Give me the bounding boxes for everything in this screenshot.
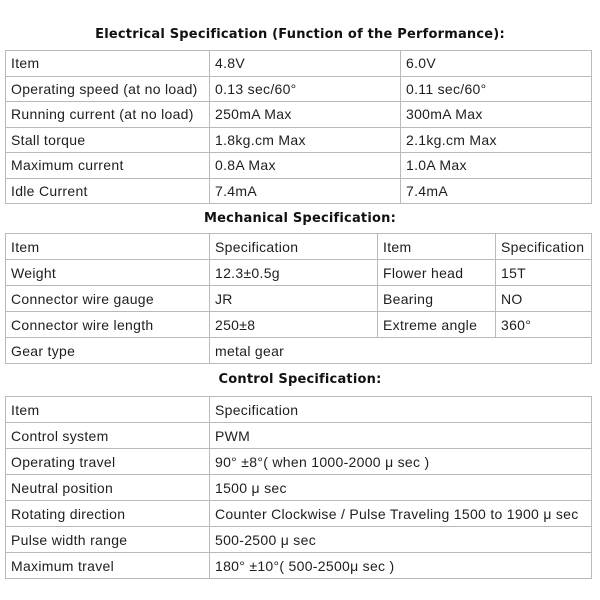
value-4-8v: 250mA Max [210,102,401,128]
row-label: Operating travel [6,449,210,475]
row-value: metal gear [210,338,592,364]
table-row [6,76,592,102]
row-label-2: Bearing [378,286,496,312]
value-4-8v: 7.4mA [210,178,401,204]
control-spec-table [5,396,592,579]
row-value: 90° ±8°( when 1000-2000 μ sec ) [210,449,592,475]
table-row [6,449,592,475]
table-row [6,260,592,286]
table-row [6,423,592,449]
table-row [6,51,592,77]
row-label: Gear type [6,338,210,364]
table-row [6,553,592,579]
row-label: Connector wire length [6,312,210,338]
mechanical-spec-title: Mechanical Specification: [204,211,396,226]
row-label-2: Flower head [378,260,496,286]
row-label: Control system [6,423,210,449]
value-6-0v: 300mA Max [401,102,592,128]
row-value: PWM [210,423,592,449]
row-value: 1500 μ sec [210,475,592,501]
table-row [6,475,592,501]
row-label-2: Extreme angle [378,312,496,338]
table-row [6,312,592,338]
electrical-spec-title: Electrical Specification (Function of the Performance): [95,27,505,42]
row-label: Item [6,397,210,423]
row-label: Rotating direction [6,501,210,527]
value-4-8v: 1.8kg.cm Max [210,127,401,153]
row-value: 250±8 [210,312,378,338]
row-label: Connector wire gauge [6,286,210,312]
row-value-2: 360° [496,312,592,338]
control-spec-title: Control Specification: [218,372,382,387]
row-label: Maximum travel [6,553,210,579]
table-row [6,286,592,312]
value-6-0v: 0.11 sec/60° [401,76,592,102]
table-row [6,527,592,553]
row-label: Weight [6,260,210,286]
row-value: Specification [210,397,592,423]
row-value: 500-2500 μ sec [210,527,592,553]
row-label: Pulse width range [6,527,210,553]
row-value: Specification [210,234,378,260]
value-6-0v: 7.4mA [401,178,592,204]
value-4-8v: 0.8A Max [210,153,401,179]
row-value: Counter Clockwise / Pulse Traveling 1500 to 1900 μ sec [210,501,592,527]
value-4-8v: 0.13 sec/60° [210,76,401,102]
row-label: Maximum current [6,153,210,179]
row-label: Stall torque [6,127,210,153]
electrical-spec-table [5,50,592,204]
table-row [6,127,592,153]
row-value-2: NO [496,286,592,312]
row-label: Neutral position [6,475,210,501]
row-value: JR [210,286,378,312]
table-row [6,102,592,128]
row-value-2: 15T [496,260,592,286]
row-label: Item [6,234,210,260]
mechanical-spec-table [5,233,592,364]
value-6-0v: 1.0A Max [401,153,592,179]
row-value: 180° ±10°( 500-2500μ sec ) [210,553,592,579]
table-row [6,397,592,423]
row-label: Operating speed (at no load) [6,76,210,102]
row-label-2: Item [378,234,496,260]
table-row [6,178,592,204]
value-6-0v: 6.0V [401,51,592,77]
row-value-2: Specification [496,234,592,260]
table-row [6,338,592,364]
value-4-8v: 4.8V [210,51,401,77]
table-row [6,153,592,179]
table-row [6,234,592,260]
row-label: Running current (at no load) [6,102,210,128]
value-6-0v: 2.1kg.cm Max [401,127,592,153]
row-label: Idle Current [6,178,210,204]
table-row [6,501,592,527]
row-label: Item [6,51,210,77]
row-value: 12.3±0.5g [210,260,378,286]
